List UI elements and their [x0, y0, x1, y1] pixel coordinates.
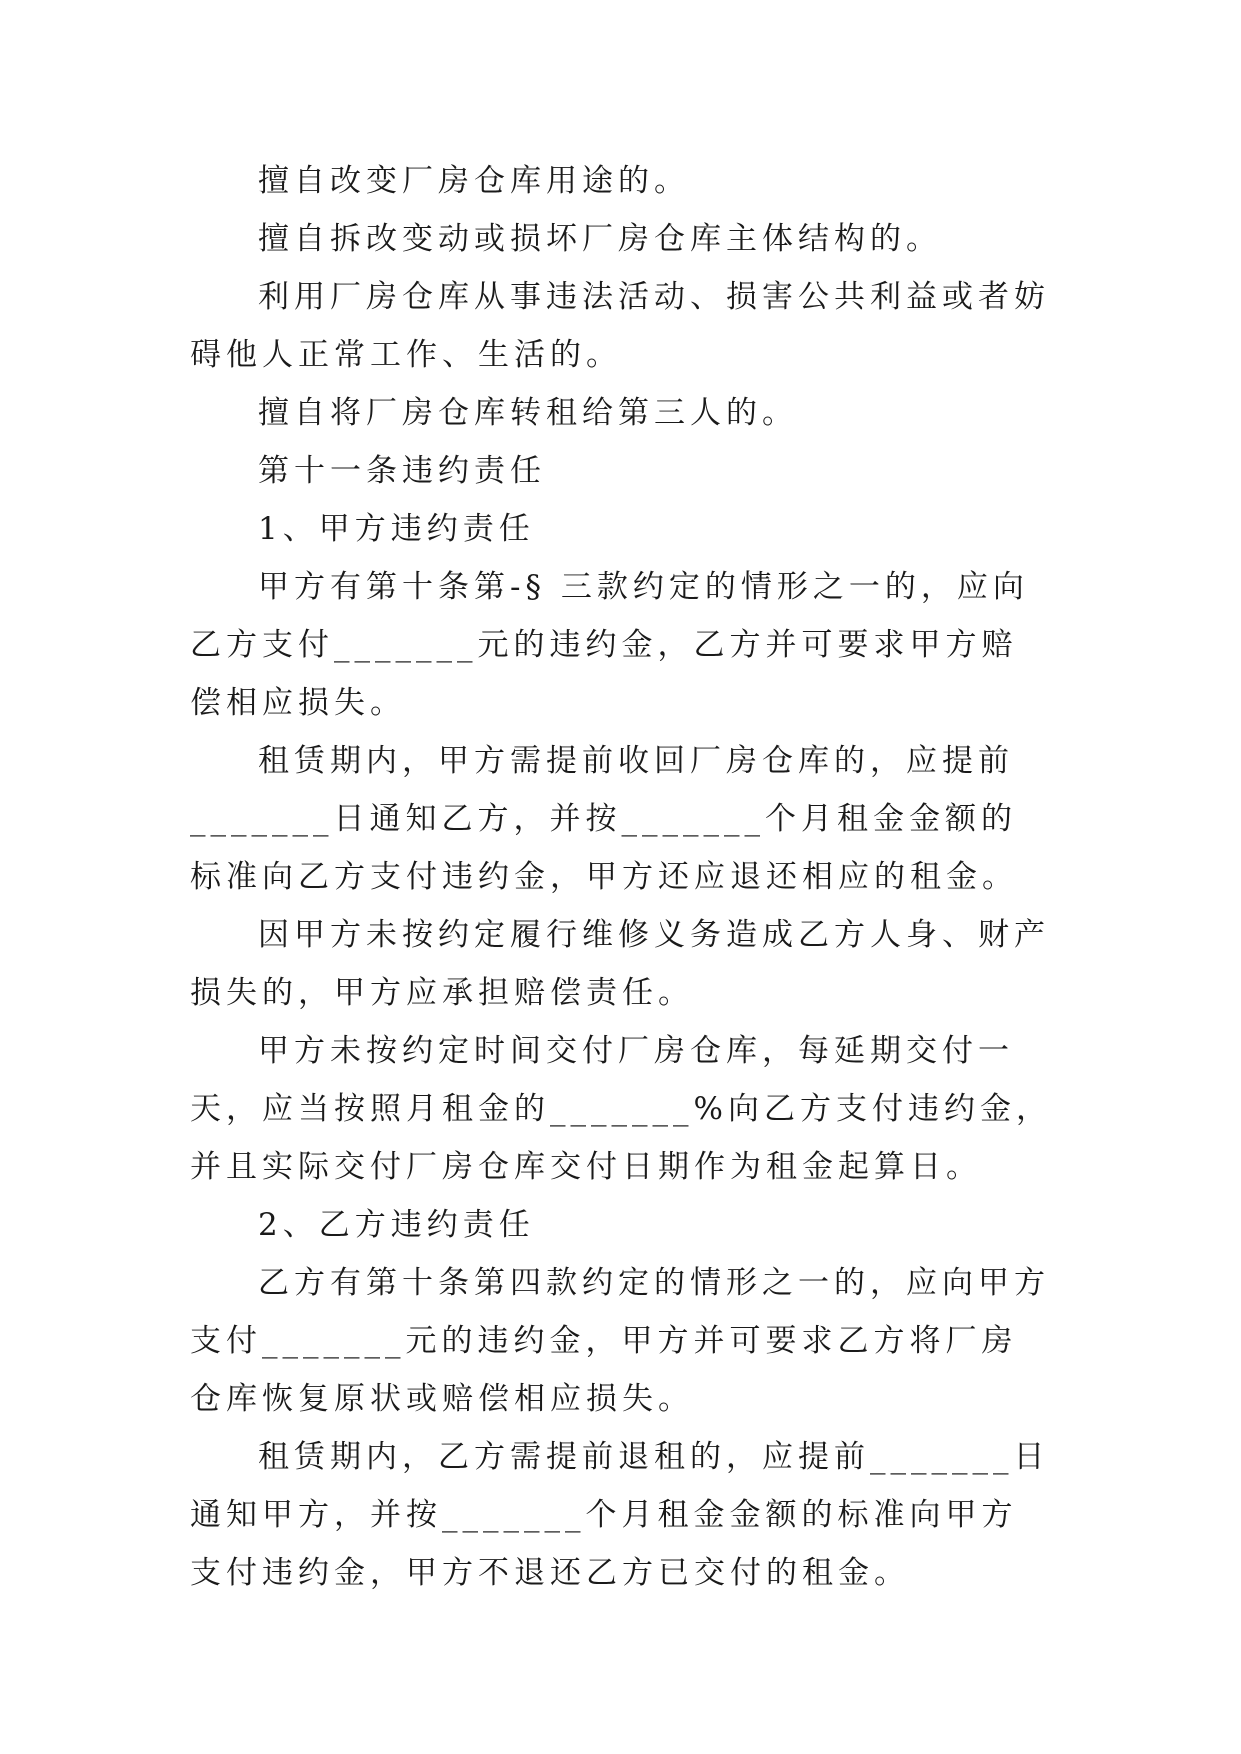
paragraph-clause-illegal-use: 利用厂房仓库从事违法活动、损害公共利益或者妨碍他人正常工作、生活的。 [190, 279, 1050, 373]
paragraph-clause-sublet: 擅自将厂房仓库转租给第三人的。 [258, 395, 798, 431]
paragraph-clause-change-use: 擅自改变厂房仓库用途的。 [258, 163, 690, 199]
section-heading-article-11: 第十一条违约责任 [258, 453, 546, 489]
paragraph-party-a-early-recall: 租赁期内，甲方需提前收回厂房仓库的，应提前_______日通知乙方，并按_______个月租金金额的标准向乙方支付违约金，甲方还应退还相应的租金。 [190, 743, 1018, 895]
paragraph-party-a-penalty: 甲方有第十条第-§ 三款约定的情形之一的，应向乙方支付_______元的违约金，乙方并可要求甲方赔偿相应损失。 [190, 569, 1029, 721]
paragraph-party-b-penalty: 乙方有第十条第四款约定的情形之一的，应向甲方支付_______元的违约金，甲方并可要求乙方将厂房仓库恢复原状或赔偿相应损失。 [190, 1265, 1050, 1417]
paragraph-party-a-late-delivery: 甲方未按约定时间交付厂房仓库，每延期交付一天，应当按照月租金的_______%向乙方支付违约金，并且实际交付厂房仓库交付日期作为租金起算日。 [190, 1033, 1052, 1185]
paragraph-party-b-early-termination: 租赁期内，乙方需提前退租的，应提前_______日通知甲方，并按_______个月租金金额的标准向甲方支付违约金，甲方不退还乙方已交付的租金。 [190, 1439, 1050, 1591]
subheading-party-a-liability: 1、甲方违约责任 [258, 511, 535, 547]
subheading-party-b-liability: 2、乙方违约责任 [258, 1207, 535, 1243]
paragraph-party-a-maintenance: 因甲方未按约定履行维修义务造成乙方人身、财产损失的，甲方应承担赔偿责任。 [190, 917, 1050, 1011]
paragraph-clause-structure: 擅自拆改变动或损坏厂房仓库主体结构的。 [258, 221, 942, 257]
document-body [190, 152, 1052, 1602]
